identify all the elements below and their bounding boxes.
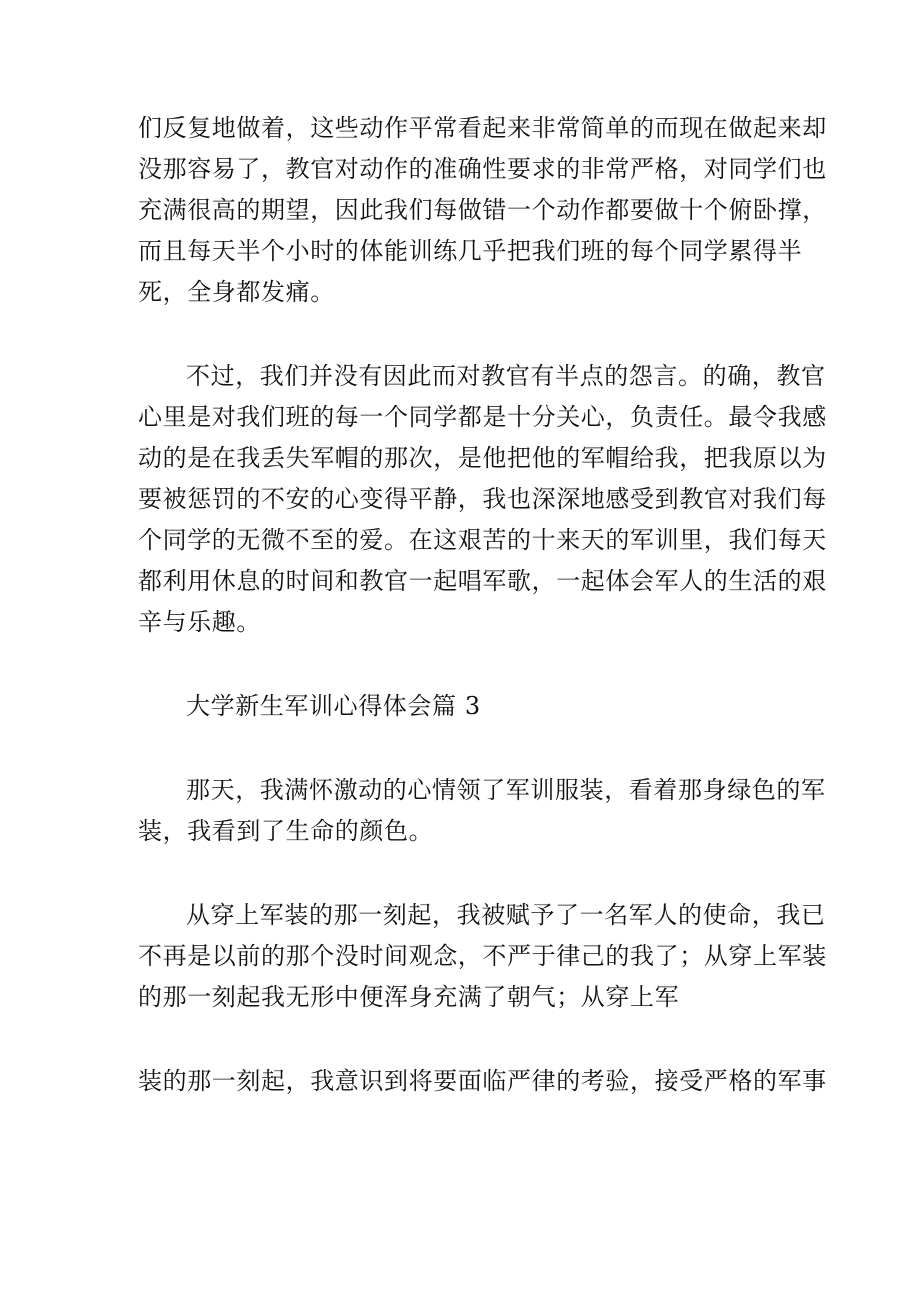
section-heading: 大学新生军训心得体会篇 3 (186, 692, 481, 720)
paragraph-2-line-1: 不过，我们并没有因此而对教官有半点的怨言。的确，教官 (186, 362, 826, 390)
paragraph-2-line-2: 心里是对我们班的每一个同学都是十分关心，负责任。最令我感 (138, 403, 827, 431)
paragraph-3-line-2: 装，我看到了生命的颜色。 (138, 817, 434, 845)
paragraph-1-line-1: 们反复地做着，这些动作平常看起来非常简单的而现在做起来却 (138, 114, 827, 142)
paragraph-3-line-1: 那天，我满怀激动的心情领了军训服装，看着那身绿色的军 (186, 776, 826, 804)
paragraph-4-line-2: 不再是以前的那个没时间观念，不严于律己的我了；从穿上军装 (138, 942, 827, 970)
paragraph-2-line-6: 都利用休息的时间和教官一起唱军歌，一起体会军人的生活的艰 (138, 567, 827, 595)
paragraph-2-line-3: 动的是在我丢失军帽的那次，是他把他的军帽给我，把我原以为 (138, 444, 827, 472)
paragraph-5-line-1: 装的那一刻起，我意识到将要面临严律的考验，接受严格的军事 (138, 1067, 827, 1095)
paragraph-2-line-4: 要被惩罚的不安的心变得平静，我也深深地感受到教官对我们每 (138, 485, 827, 513)
paragraph-1-line-2: 没那容易了，教官对动作的准确性要求的非常严格，对同学们也 (138, 155, 827, 183)
paragraph-4-line-1: 从穿上军装的那一刻起，我被赋予了一名军人的使命，我已 (186, 901, 826, 929)
paragraph-2-line-5: 个同学的无微不至的爱。在这艰苦的十来天的军训里，我们每天 (138, 526, 827, 554)
paragraph-1-line-4: 而且每天半个小时的体能训练几乎把我们班的每个同学累得半 (138, 237, 803, 265)
paragraph-1-line-5: 死，全身都发痛。 (138, 278, 335, 306)
paragraph-2-line-7: 辛与乐趣。 (138, 608, 261, 636)
paragraph-4-line-3: 的那一刻起我无形中便浑身充满了朝气；从穿上军 (138, 983, 680, 1011)
paragraph-1-line-3: 充满很高的期望，因此我们每做错一个动作都要做十个俯卧撑， (138, 196, 827, 224)
